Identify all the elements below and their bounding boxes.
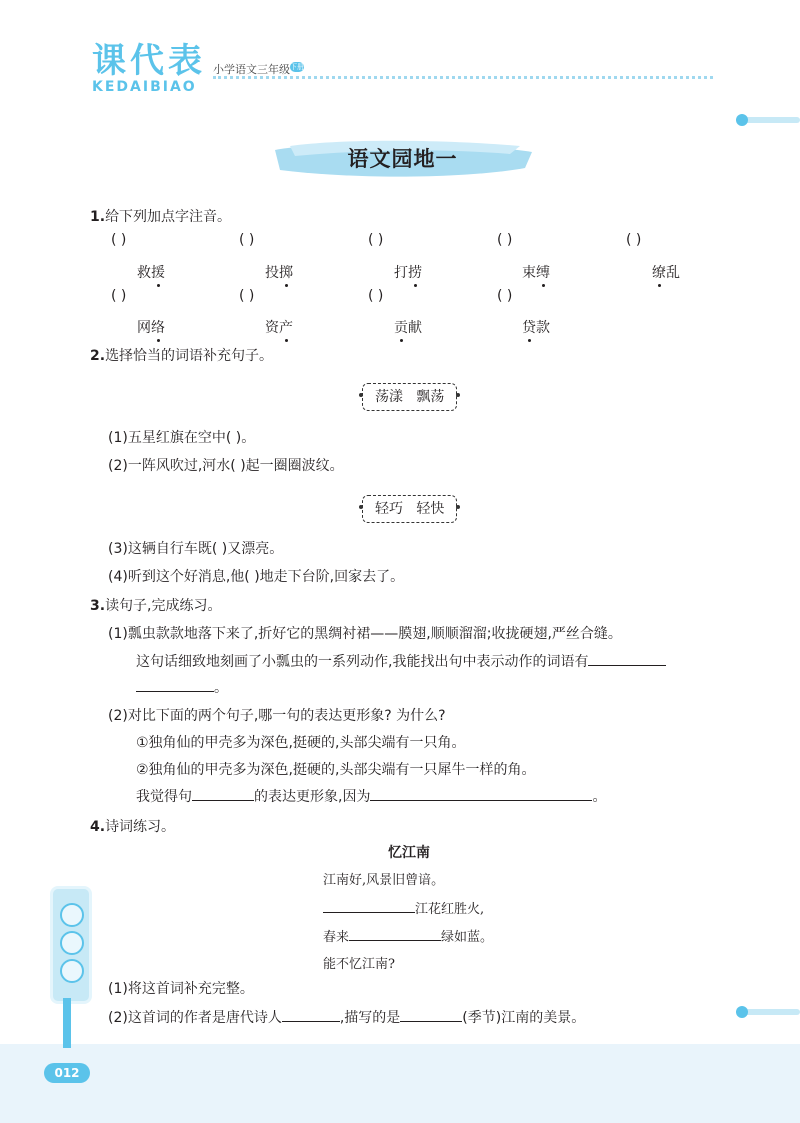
light-bulb-icon (60, 959, 84, 983)
footer-band (0, 1044, 800, 1123)
page-title: 语文园地一 (347, 147, 458, 171)
answer-paren[interactable]: ( ) (626, 232, 642, 248)
side-dot-icon (736, 1006, 748, 1018)
pinyin-word: 资产 (265, 317, 293, 337)
answer-paren[interactable]: ( ) (368, 288, 384, 304)
answer-blank[interactable] (192, 800, 254, 801)
poem-task-1: (1)将这首词补充完整。 (108, 981, 254, 997)
poem-line-4: 能不忆江南? (323, 957, 395, 972)
question-text: 选择恰当的词语补充句子。 (105, 348, 274, 364)
question-text: 给下列加点字注音。 (105, 209, 232, 225)
question-number: 2. (90, 348, 106, 364)
answer-blank[interactable] (588, 665, 666, 666)
question-3 (90, 596, 222, 616)
answer-paren[interactable]: ( ) (239, 288, 255, 304)
pinyin-word: 束缚 (522, 262, 550, 282)
answer-paren[interactable]: ( ) (497, 288, 513, 304)
poem-task-2: (2)这首词的作者是唐代诗人 ,描写的是 (季节)江南的美景。 (108, 1010, 586, 1026)
traffic-light-pole (63, 998, 71, 1048)
question-1 (90, 207, 231, 227)
word-choice-box: 轻巧 轻快 (362, 495, 457, 523)
answer-blank[interactable] (400, 1021, 462, 1022)
page-number: 012 (44, 1063, 90, 1083)
sentence-4[interactable]: (4)听到这个好消息,他( )地走下台阶,回家去了。 (108, 569, 405, 585)
question-text: 诗词练习。 (105, 819, 176, 835)
header-divider (213, 76, 713, 79)
question-number: 4. (90, 819, 106, 835)
answer-paren[interactable]: ( ) (239, 232, 255, 248)
passage-1-question-cont: 。 (136, 678, 228, 698)
answer-paren[interactable]: ( ) (111, 288, 127, 304)
poem-blank[interactable] (323, 912, 415, 913)
question-number: 1. (90, 209, 106, 225)
sentence-option-2: ②独角仙的甲壳多为深色,挺硬的,头部尖端有一只犀牛一样的角。 (136, 762, 536, 778)
passage-1-question: 这句话细致地刻画了小瓢虫的一系列动作,我能找出句中表示动作的词语有 (136, 652, 666, 672)
compare-answer: 我觉得句 的表达更形象,因为 。 (136, 789, 607, 805)
traffic-light-icon (50, 886, 92, 1004)
question-number: 3. (90, 598, 106, 614)
light-bulb-icon (60, 903, 84, 927)
question-text: 读句子,完成练习。 (105, 598, 222, 614)
question-2 (90, 346, 273, 366)
poem-line-1: 江南好,风景旧曾谙。 (323, 873, 445, 888)
sentence-2[interactable]: (2)一阵风吹过,河水( )起一圈圈波纹。 (108, 458, 344, 474)
brand-logo: 课代表 (92, 41, 206, 81)
poem-line-3: 春来 绿如蓝。 (323, 930, 494, 945)
answer-paren[interactable]: ( ) (368, 232, 384, 248)
light-bulb-icon (60, 931, 84, 955)
pinyin-word: 打捞 (394, 262, 422, 282)
poem-blank[interactable] (349, 940, 441, 941)
poem-line-2: 江花红胜火, (323, 898, 484, 917)
answer-paren[interactable]: ( ) (111, 232, 127, 248)
answer-blank[interactable] (282, 1021, 340, 1022)
side-dot-icon (736, 114, 748, 126)
subject-label: 小学语文三年级 (213, 63, 290, 76)
side-decoration-top (744, 117, 800, 123)
pinyin-word: 贡献 (394, 317, 422, 337)
answer-paren[interactable]: ( ) (497, 232, 513, 248)
brand-pinyin: KEDAIBIAO (92, 79, 197, 95)
sentence-1[interactable]: (1)五星红旗在空中( )。 (108, 430, 256, 446)
compare-question: (2)对比下面的两个句子,哪一句的表达更形象? 为什么? (108, 708, 446, 724)
pinyin-word: 投掷 (265, 262, 293, 282)
pinyin-word: 缭乱 (652, 262, 680, 282)
pinyin-word: 救援 (137, 262, 165, 282)
volume-badge: 下册 (290, 63, 304, 71)
sentence-3[interactable]: (3)这辆自行车既( )又漂亮。 (108, 541, 284, 557)
pinyin-word: 网络 (137, 317, 165, 337)
poem-title: 忆江南 (388, 845, 430, 861)
passage-1: (1)瓢虫款款地落下来了,折好它的黑绸衬裙——膜翅,顺顺溜溜;收拢硬翅,严丝合缝。 (108, 626, 622, 642)
sentence-option-1: ①独角仙的甲壳多为深色,挺硬的,头部尖端有一只角。 (136, 735, 466, 751)
answer-blank[interactable] (370, 800, 592, 801)
word-choice-box: 荡漾 飘荡 (362, 383, 457, 411)
question-4 (90, 817, 175, 837)
pinyin-word: 贷款 (522, 317, 550, 337)
side-decoration-bottom (744, 1009, 800, 1015)
answer-blank[interactable] (136, 691, 214, 692)
